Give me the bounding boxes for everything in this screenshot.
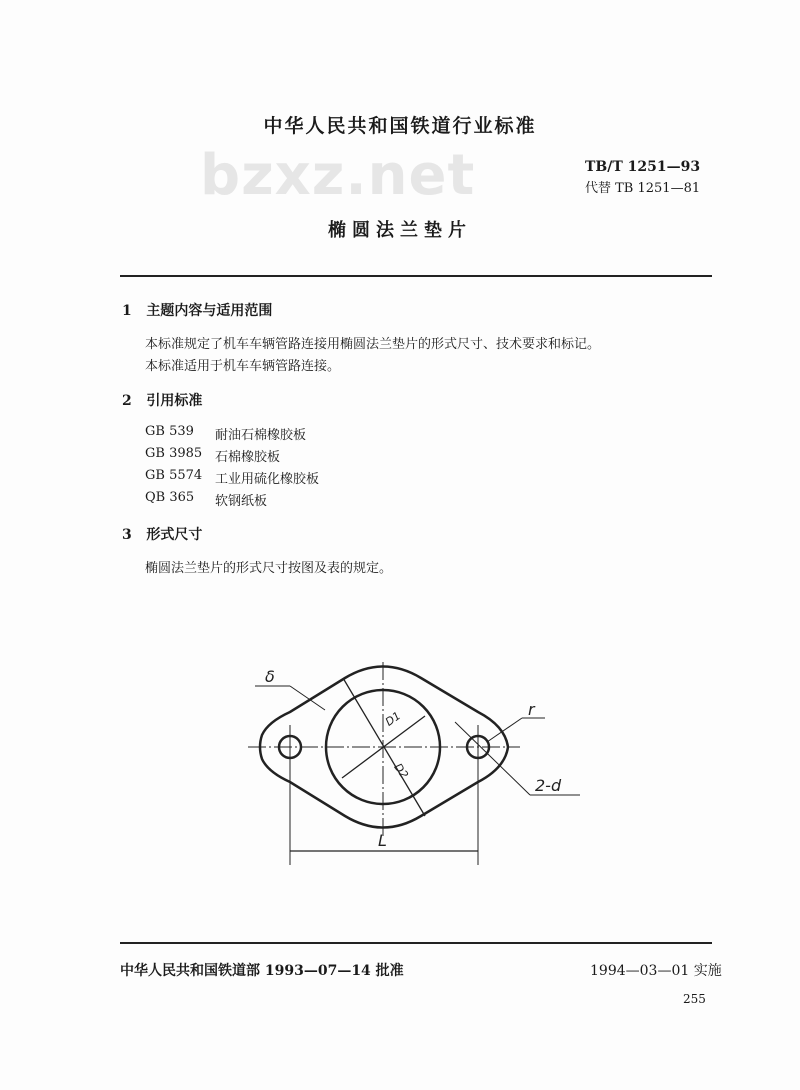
label-thickness: δ bbox=[265, 667, 275, 686]
ref-name: 软钢纸板 bbox=[215, 494, 268, 509]
section-title: 主题内容与适用范围 bbox=[146, 303, 273, 319]
section-title: 形式尺寸 bbox=[146, 527, 203, 543]
page-number: 255 bbox=[683, 992, 706, 1006]
ref-code: GB 5574 bbox=[145, 468, 203, 483]
label-d2: D2 bbox=[391, 760, 411, 782]
section-title: 引用标准 bbox=[146, 393, 203, 409]
label-length: L bbox=[378, 831, 387, 850]
org-title: 中华人民共和国铁道行业标准 bbox=[263, 115, 537, 137]
paragraph: 本标准规定了机车车辆管路连接用椭圆法兰垫片的形式尺寸、技术要求和标记。 bbox=[145, 337, 601, 352]
section-number: 1 bbox=[122, 303, 132, 319]
approval-note: 中华人民共和国铁道部 1993—07—14 批准 bbox=[120, 963, 404, 979]
paragraph: 椭圆法兰垫片的形式尺寸按图及表的规定。 bbox=[145, 561, 393, 576]
ref-name: 耐油石棉橡胶板 bbox=[215, 428, 307, 443]
label-holes: 2-d bbox=[535, 776, 562, 795]
section-number: 3 bbox=[122, 527, 132, 543]
ref-code: GB 539 bbox=[145, 424, 194, 439]
paragraph: 本标准适用于机车车辆管路连接。 bbox=[145, 359, 341, 374]
label-radius: r bbox=[528, 700, 535, 719]
ref-name: 工业用硫化橡胶板 bbox=[215, 472, 320, 487]
watermark: bzxz.net bbox=[200, 143, 476, 208]
standard-code: TB/T 1251—93 bbox=[585, 159, 701, 175]
section-number: 2 bbox=[122, 393, 132, 409]
ref-name: 石棉橡胶板 bbox=[215, 450, 281, 465]
replaces-note: 代替 TB 1251—81 bbox=[585, 181, 701, 196]
doc-title: 椭圆法兰垫片 bbox=[328, 220, 472, 241]
ref-code: GB 3985 bbox=[145, 446, 203, 461]
label-d1: D1 bbox=[382, 709, 404, 729]
ref-code: QB 365 bbox=[145, 490, 195, 505]
effective-date: 1994—03—01 实施 bbox=[590, 963, 722, 979]
footer-rule bbox=[120, 942, 712, 944]
